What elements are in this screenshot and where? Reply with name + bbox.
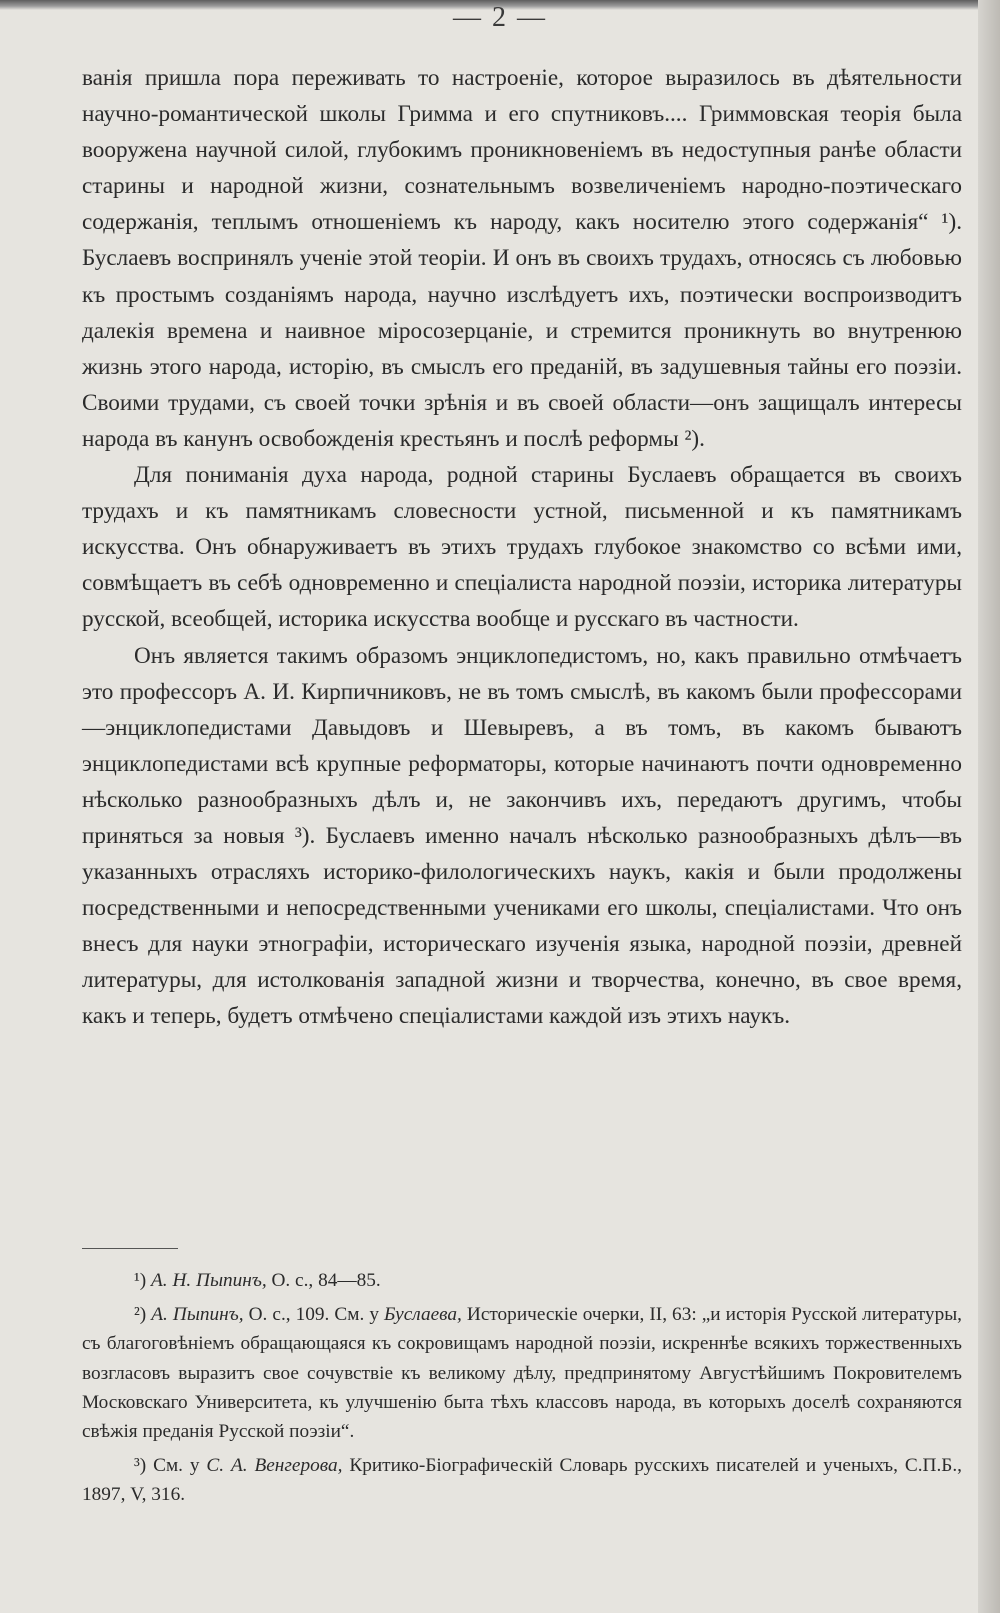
footnote-3-mid: См. у bbox=[146, 1455, 207, 1477]
paragraph-2: Для пониманія духа народа, родной старины Буслаевъ обращается въ своихъ трудахъ и къ памятникамъ словесности устной, письменной и къ памятникамъ искусства. Онъ обнаруживаетъ въ этихъ трудахъ глубокое знакомство со всѣми ими, совмѣщаетъ въ себѣ одновременно и спеціалиста народной поэзіи, историка литературы русской, всеобщей, историка искусства вообще и русскаго въ частности. bbox=[82, 462, 962, 633]
footnotes bbox=[82, 1266, 962, 1510]
paragraph-3: Онъ является такимъ образомъ энциклопедистомъ, но, какъ правильно отмѣчаетъ это профессоръ А. И. Кирпичниковъ, не въ томъ смыслѣ, въ какомъ были профессорами—энциклопедистами Давыдовъ и Шевыревъ, а въ томъ, въ какомъ бываютъ энциклопедистами всѣ крупные реформаторы, которые начинаютъ почти одновременно нѣсколько разнообразныхъ дѣлъ и, не закончивъ ихъ, передаютъ другимъ, чтобы приняться за новыя ³). Буслаевъ именно началъ нѣсколько разнообразныхъ дѣлъ—въ указанныхъ отрасляхъ историко-филологическихъ наукъ, какія и были продолжены посредственными и непосредственными учениками его школы, спеціалистами. Что онъ внесъ для науки этнографіи, историческаго изученія языка, народной поэзіи, древней литературы, для истолкованія западной жизни и творчества, конечно, въ свое время, какъ и теперь, будетъ отмѣчено спеціалистами каждой изъ этихъ наукъ. bbox=[82, 642, 962, 1030]
footnote-separator bbox=[82, 1248, 178, 1249]
footnote-3-marker: ³) bbox=[134, 1455, 147, 1477]
footnote-1-marker: ¹) bbox=[134, 1270, 147, 1291]
footnote-2-author2: Буслаева, bbox=[384, 1304, 462, 1326]
footnote-2-marker: ²) bbox=[134, 1304, 147, 1326]
footnote-3-author: С. А. Венгерова, bbox=[206, 1455, 343, 1477]
footnote-1-text: О. с., 84—85. bbox=[266, 1270, 381, 1291]
footnote-2-mid: О. с., 109. См. у bbox=[243, 1304, 385, 1326]
footnote-3 bbox=[82, 1451, 962, 1509]
footnote-2-author: А. Пыпинъ, bbox=[151, 1304, 244, 1326]
footnote-1-author: А. Н. Пыпинъ, bbox=[151, 1270, 267, 1291]
paragraph-1: ванія пришла пора переживать то настроеніе, которое выразилось въ дѣятельности научно-романтической школы Гримма и его спутниковъ.... Гриммовская теорія была вооружена научной силой, глубокимъ проникновеніемъ въ недоступныя ранѣе области старины и народной жизни, сознательнымъ возвеличеніемъ народно-поэтическаго содержанія, теплымъ отношеніемъ къ народу, какъ носителю этого содержанія“ ¹). Буслаевъ воспринялъ ученіе этой теоріи. И онъ въ своихъ трудахъ, относясь съ любовью къ простымъ созданіямъ народа, научно изслѣдуетъ ихъ, поэтически воспроизводитъ далекія времена и наивное міросозерцаніе, и стремится проникнуть во внутренюю жизнь этого народа, исторію, въ смыслъ его преданій, въ задушевныя тайны его поэзіи. Своими трудами, съ своей точки зрѣнія и въ своей области—онъ защищалъ интересы народа въ канунъ освобожденія крестьянъ и послѣ реформы ²). bbox=[82, 65, 962, 452]
footnote-3-text: Критико-Біографическій Словарь русскихъ писателей и ученыхъ, С.П.Б., 1897, V, 316. bbox=[82, 1455, 962, 1506]
page-number: — 2 — bbox=[453, 2, 547, 33]
footnote-2 bbox=[82, 1300, 962, 1446]
book-spine-shadow bbox=[978, 0, 1000, 1613]
footnote-1 bbox=[82, 1266, 962, 1295]
footnote-2-text: Историческіе очерки, II, 63: „и исторія Русской литературы, съ благоговѣніемъ обращающаяся къ сокровищамъ народной поэзіи, искреннѣе всякихъ торжественныхъ возгласовъ выразитъ свое сочувствіе къ великому дѣлу, предпринятому Августѣйшимъ Покровителемъ Московскаго Университета, къ улучшенію быта тѣхъ классовъ народа, въ которыхъ доселѣ сохраняются свѣжія преданія Русской поэзіи“. bbox=[82, 1304, 962, 1443]
main-text bbox=[82, 60, 962, 1035]
